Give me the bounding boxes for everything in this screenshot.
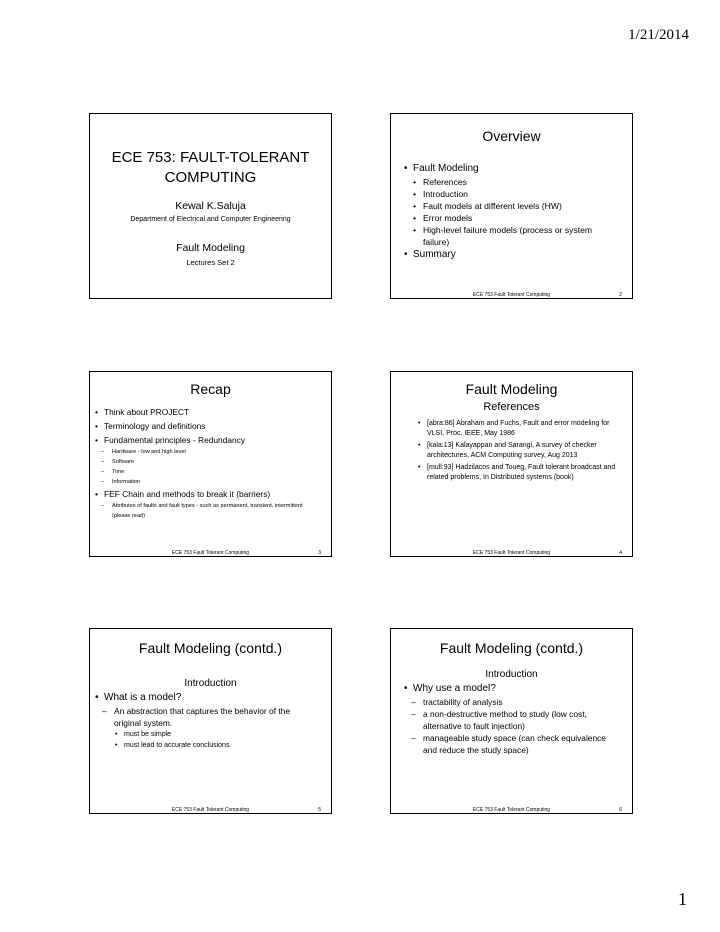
slide-4-references [390,371,633,557]
list-item: • Fundamental principles - Redundancy [92,433,331,447]
author-name: Kewal K.Saluja [175,200,246,212]
list-item: • Error models [401,212,632,224]
topic: Fault Modeling [176,242,245,254]
slide-title: ECE 753: FAULT-TOLERANT COMPUTING [111,149,310,186]
page-number: 1 [678,889,687,909]
list-item: – Hardware - low and high level [92,447,331,457]
slide-number: 2 [619,292,622,298]
footer-text: ECE 753 Fault Tolerant Computing [472,292,551,298]
list-item: • Why use a model? [401,682,632,696]
slide-subtitle: Introduction [485,669,538,680]
footer-text: ECE 753 Fault Tolerant Computing [171,550,250,556]
slide-title: Fault Modeling [465,381,558,397]
bullet-list [391,162,632,262]
slide-subtitle: Introduction [184,678,237,689]
page-date: 1/21/2014 [628,27,689,43]
slide-1-title [89,113,332,299]
list-item: • Think about PROJECT [92,405,331,419]
department: Department of Electrical and Computer Engineering [130,216,291,223]
list-item: – Information [92,477,331,487]
reference-item: • [abra:86] Abraham and Fuchs, Fault and error modeling for VLSI, Proc. IEEE, May 1986 [415,419,616,439]
slide-2-overview [390,113,633,299]
list-item: • Fault models at different levels (HW) [401,200,632,212]
list-item: – An abstraction that captures the behavior of the original system. [92,705,331,729]
slide-number: 4 [619,550,622,556]
list-item: – manageable study space (can check equivalence and reduce the study space) [401,732,632,756]
slide-number: 3 [318,550,321,556]
slide-3-recap [89,371,332,557]
list-item: • must be simple [92,729,331,740]
list-item: • What is a model? [92,691,331,705]
footer-text: ECE 753 Fault Tolerant Computing [472,807,551,813]
list-item: • High-level failure models (process or system failure) [401,224,632,248]
slide-title: Fault Modeling (contd.) [439,640,584,656]
slide-5-model [89,628,332,814]
list-item: • Summary [401,248,632,262]
slide-title: Fault Modeling (contd.) [138,640,283,656]
reference-item: • [kala:13] Kalayappan and Sarangi, A survey of checker architectures, ACM Computing survey, Aug 2013 [415,441,616,461]
slide-6-why-model [390,628,633,814]
bullet-list [90,691,331,751]
lecture-set: Lectures Set 2 [186,258,235,267]
bullet-list [391,682,632,756]
slide-number: 5 [318,807,321,813]
list-item: • Terminology and definitions [92,419,331,433]
slide-title: Overview [482,128,541,144]
list-item: • FEF Chain and methods to break it (barriers) [92,487,331,501]
list-item: • Fault Modeling [401,162,632,176]
list-item: – Software [92,457,331,467]
slide-number: 6 [619,807,622,813]
list-item: • Introduction [401,188,632,200]
slide-subtitle: References [483,401,540,413]
reference-item: • [mull:93] Hadzilacos and Toueg, Fault tolerant broadcast and related problems, In Distributed systems (book) [415,463,616,483]
list-item: • must lead to accurate conclusions [92,740,331,751]
slide-title: Recap [190,381,231,397]
list-item: – Attributes of faults and fault types - such as permanent, transient, intermittent (please read) [92,501,331,521]
list-item: – a non-destructive method to study (low cost, alternative to fault injection) [401,708,632,732]
bullet-list [90,405,331,521]
reference-list [391,419,632,483]
list-item: – Time [92,467,331,477]
footer-text: ECE 753 Fault Tolerant Computing [171,807,250,813]
list-item: • References [401,176,632,188]
list-item: – tractability of analysis [401,696,632,708]
footer-text: ECE 753 Fault Tolerant Computing [472,550,551,556]
